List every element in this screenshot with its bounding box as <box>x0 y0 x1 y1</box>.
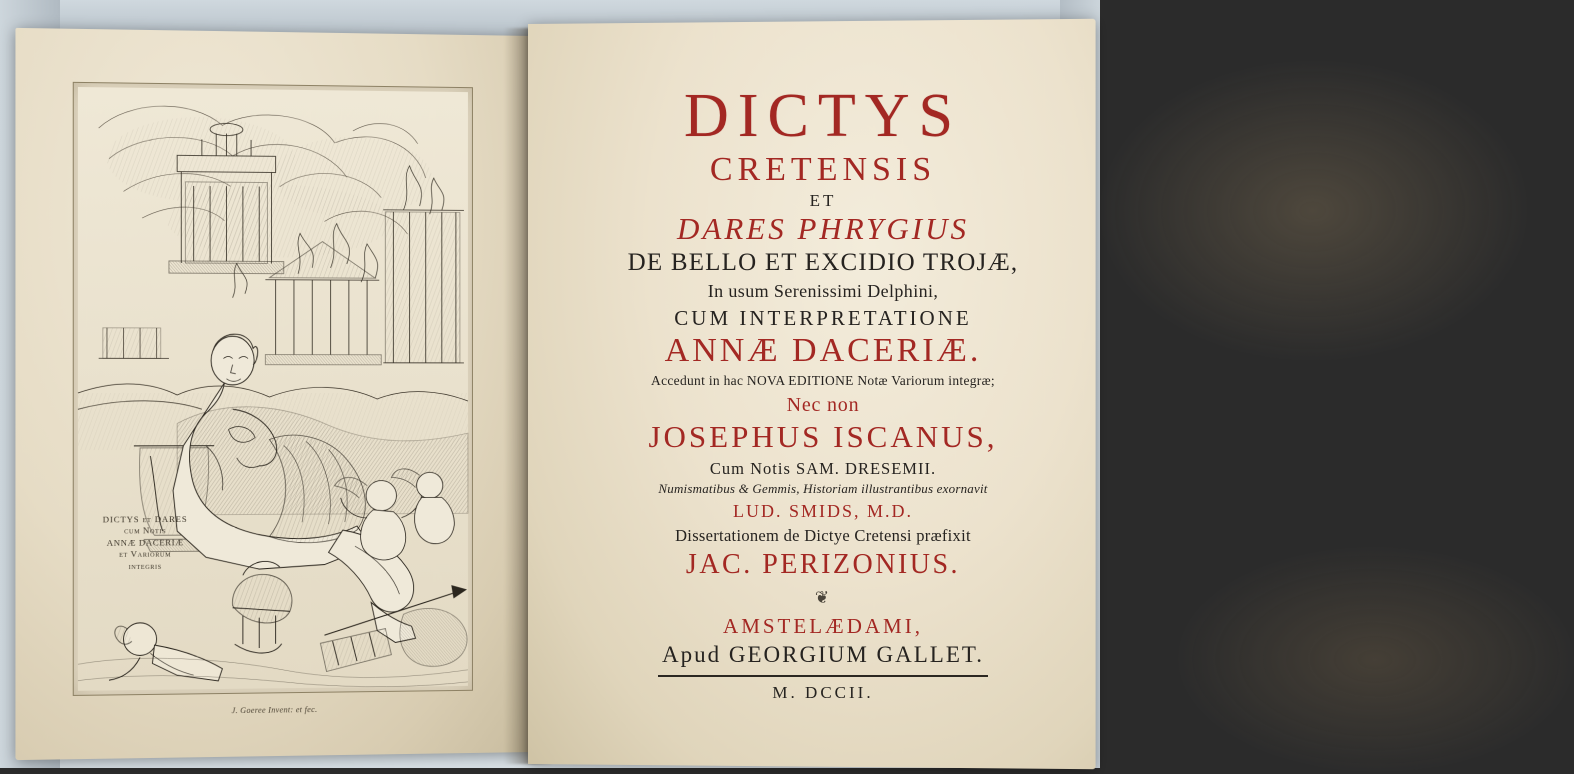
title-numismatibus-note: Numismatibus & Gemmis, Historiam illustrantibus exornavit <box>658 481 988 497</box>
engraver-credit: J. Goeree Invent: et fec. <box>231 704 318 716</box>
title-page-text <box>588 84 1058 702</box>
title-cum-notis: Cum Notis SAM. DRESEMII. <box>709 458 937 478</box>
title-subtitle: CRETENSIS <box>709 150 937 188</box>
book-page-verso <box>15 28 534 760</box>
paper-stain-upper <box>1096 56 1532 364</box>
title-jac-perizonius: JAC. PERIZONIUS. <box>685 548 961 580</box>
imprint-publisher: Apud GEORGIUM GALLET. <box>661 641 984 667</box>
title-cum-interpretatione: CUM INTERPRETATIONE <box>674 306 972 331</box>
title-work-description: DE BELLO ET EXCIDIO TROJÆ, <box>627 248 1019 276</box>
title-dissertationem-note: Dissertationem de Dictye Cretensi præfixit <box>675 526 971 546</box>
plate-inscription-line-5: integris <box>128 560 162 571</box>
imprint-year: M. DCCII. <box>772 682 874 702</box>
title-accedunt-note: Accedunt in hac NOVA EDITIONE Notæ Variorum integræ; <box>651 373 995 389</box>
title-nec-non: Nec non <box>786 393 860 416</box>
open-book <box>8 14 1092 756</box>
frontispiece-engraving <box>73 82 473 716</box>
plate-inscription-line-1: DICTYS et DARES <box>102 513 188 525</box>
fleuron-ornament-icon: ❦ <box>814 588 832 608</box>
title-translator: ANNÆ DACERIÆ. <box>664 332 982 370</box>
title-conjunction-et: ET <box>809 190 837 210</box>
title-in-usum-line: In usum Serenissimi Delphini, <box>707 281 939 302</box>
title-main: DICTYS <box>684 82 962 150</box>
plate-inscription-line-4: et Variorum <box>119 548 172 559</box>
title-josephus-iscanus: JOSEPHUS ISCANUS, <box>648 418 998 454</box>
paper-stain-lower <box>1178 546 1574 773</box>
title-second-author: DARES PHRYGIUS <box>677 210 969 246</box>
plate-inscription-line-2: cum Notis <box>124 525 167 536</box>
imprint-place: AMSTELÆDAMI, <box>723 614 923 639</box>
plate-inscription <box>88 513 202 572</box>
title-lud-smids: LUD. SMIDS, M.D. <box>732 501 914 522</box>
plate-inscription-line-3: ANNÆ DACERIÆ <box>106 536 184 548</box>
engraving-illustration <box>78 87 468 691</box>
horizontal-rule <box>658 675 988 677</box>
